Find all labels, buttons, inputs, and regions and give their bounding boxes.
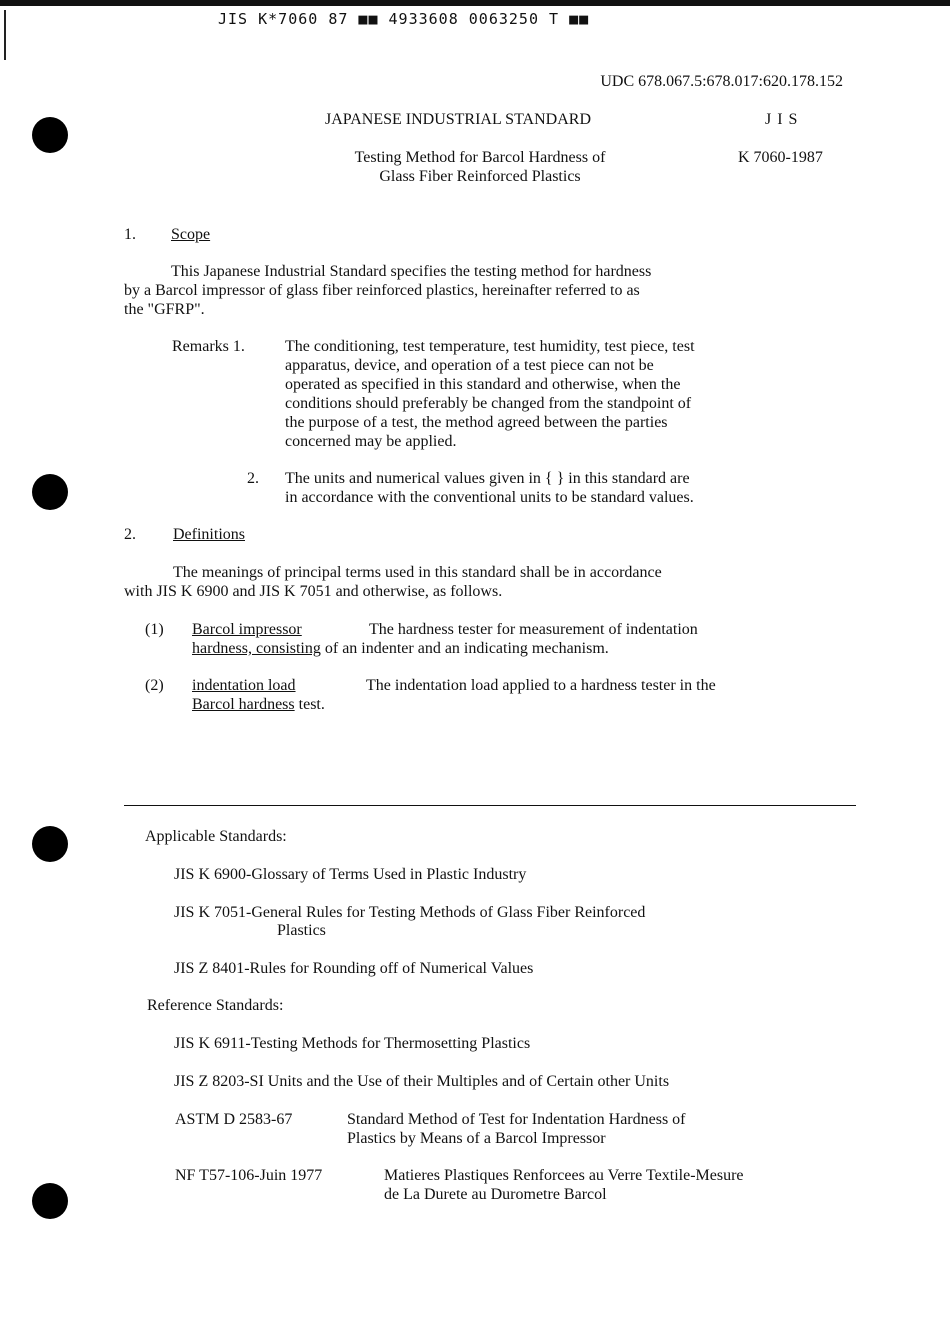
section-number: 1. <box>124 226 136 243</box>
remark1-line: the purpose of a test, the method agreed between the parties <box>285 414 668 431</box>
scope-para-line: by a Barcol impressor of glass fiber reinforced plastics, hereinafter referred to as <box>124 282 640 299</box>
remark1-line: The conditioning, test temperature, test humidity, test piece, test <box>285 338 695 355</box>
remark2-line: The units and numerical values given in { } in this standard are <box>285 470 690 487</box>
applicable-item: JIS K 7051-General Rules for Testing Methods of Glass Fiber Reinforced <box>174 904 646 921</box>
remark1-line: apparatus, device, and operation of a test piece can not be <box>285 357 654 374</box>
reference-item: JIS Z 8203-SI Units and the Use of their Multiples and of Certain other Units <box>174 1073 670 1090</box>
reference-title: de La Durete au Durometre Barcol <box>384 1186 607 1203</box>
definitions-para-line: with JIS K 6900 and JIS K 7051 and otherwise, as follows. <box>124 583 503 600</box>
scan-header-code: JIS K*7060 87 ■■ 4933608 0063250 T ■■ <box>218 10 590 28</box>
definition-term: indentation load <box>192 677 296 694</box>
applicable-item: JIS K 6900-Glossary of Terms Used in Plastic Industry <box>174 866 527 883</box>
remark1-line: conditions should preferably be changed from the standpoint of <box>285 395 692 412</box>
punch-hole <box>32 117 68 153</box>
jis-label: J I S <box>765 111 799 128</box>
punch-hole <box>32 1183 68 1219</box>
definition-number: (1) <box>145 621 164 638</box>
applicable-item: JIS Z 8401-Rules for Rounding off of Numerical Values <box>174 960 534 977</box>
reference-code-nf: NF T57-106-Juin 1977 <box>175 1167 323 1184</box>
definition-text: The hardness tester for measurement of indentation <box>369 621 698 638</box>
remark2-label: 2. <box>247 470 259 487</box>
doc-number: K 7060-1987 <box>738 149 823 166</box>
section-heading-scope: Scope <box>171 226 211 243</box>
definition-text-line2 <box>192 639 609 658</box>
footnote-divider <box>124 805 856 806</box>
scope-para-line: the "GFRP". <box>124 301 205 318</box>
remark2-line: in accordance with the conventional units to be standard values. <box>285 489 694 506</box>
remark1-line: operated as specified in this standard and otherwise, when the <box>285 376 681 393</box>
reference-item: JIS K 6911-Testing Methods for Thermosetting Plastics <box>174 1035 531 1052</box>
definition-term-cont: Barcol hardness <box>192 696 295 713</box>
reference-code-astm: ASTM D 2583-67 <box>175 1111 293 1128</box>
definitions-para-line: The meanings of principal terms used in this standard shall be in accordance <box>173 564 662 581</box>
scan-left-mark <box>4 10 6 60</box>
section-heading-definitions: Definitions <box>173 526 245 543</box>
remark1-line: concerned may be applied. <box>285 433 457 450</box>
applicable-item-cont: Plastics <box>277 922 326 939</box>
scan-top-edge <box>0 0 950 6</box>
reference-title: Plastics by Means of a Barcol Impressor <box>347 1130 606 1147</box>
reference-heading: Reference Standards: <box>147 997 284 1014</box>
standard-title: JAPANESE INDUSTRIAL STANDARD <box>325 111 591 128</box>
punch-hole <box>32 474 68 510</box>
applicable-heading: Applicable Standards: <box>145 828 287 845</box>
scope-para-line: This Japanese Industrial Standard specifies the testing method for hardness <box>171 263 652 280</box>
punch-hole <box>32 826 68 862</box>
section-number: 2. <box>124 526 136 543</box>
reference-title: Matieres Plastiques Renforcees au Verre Textile-Mesure <box>384 1167 744 1184</box>
definition-term-cont: hardness, consisting <box>192 640 321 657</box>
definition-text: The indentation load applied to a hardness tester in the <box>366 677 716 694</box>
definition-text-cont: test. <box>294 696 325 713</box>
definition-text-cont: of an indenter and an indicating mechanism. <box>320 640 609 657</box>
definition-text-line2 <box>192 695 325 714</box>
definition-term: Barcol impressor <box>192 621 302 638</box>
udc-number: UDC 678.067.5:678.017:620.178.152 <box>600 73 843 90</box>
definition-number: (2) <box>145 677 164 694</box>
doc-title-line2: Glass Fiber Reinforced Plastics <box>379 168 581 185</box>
reference-title: Standard Method of Test for Indentation Hardness of <box>347 1111 686 1128</box>
doc-title-line1: Testing Method for Barcol Hardness of <box>354 149 606 166</box>
remarks-label: Remarks 1. <box>172 338 245 355</box>
